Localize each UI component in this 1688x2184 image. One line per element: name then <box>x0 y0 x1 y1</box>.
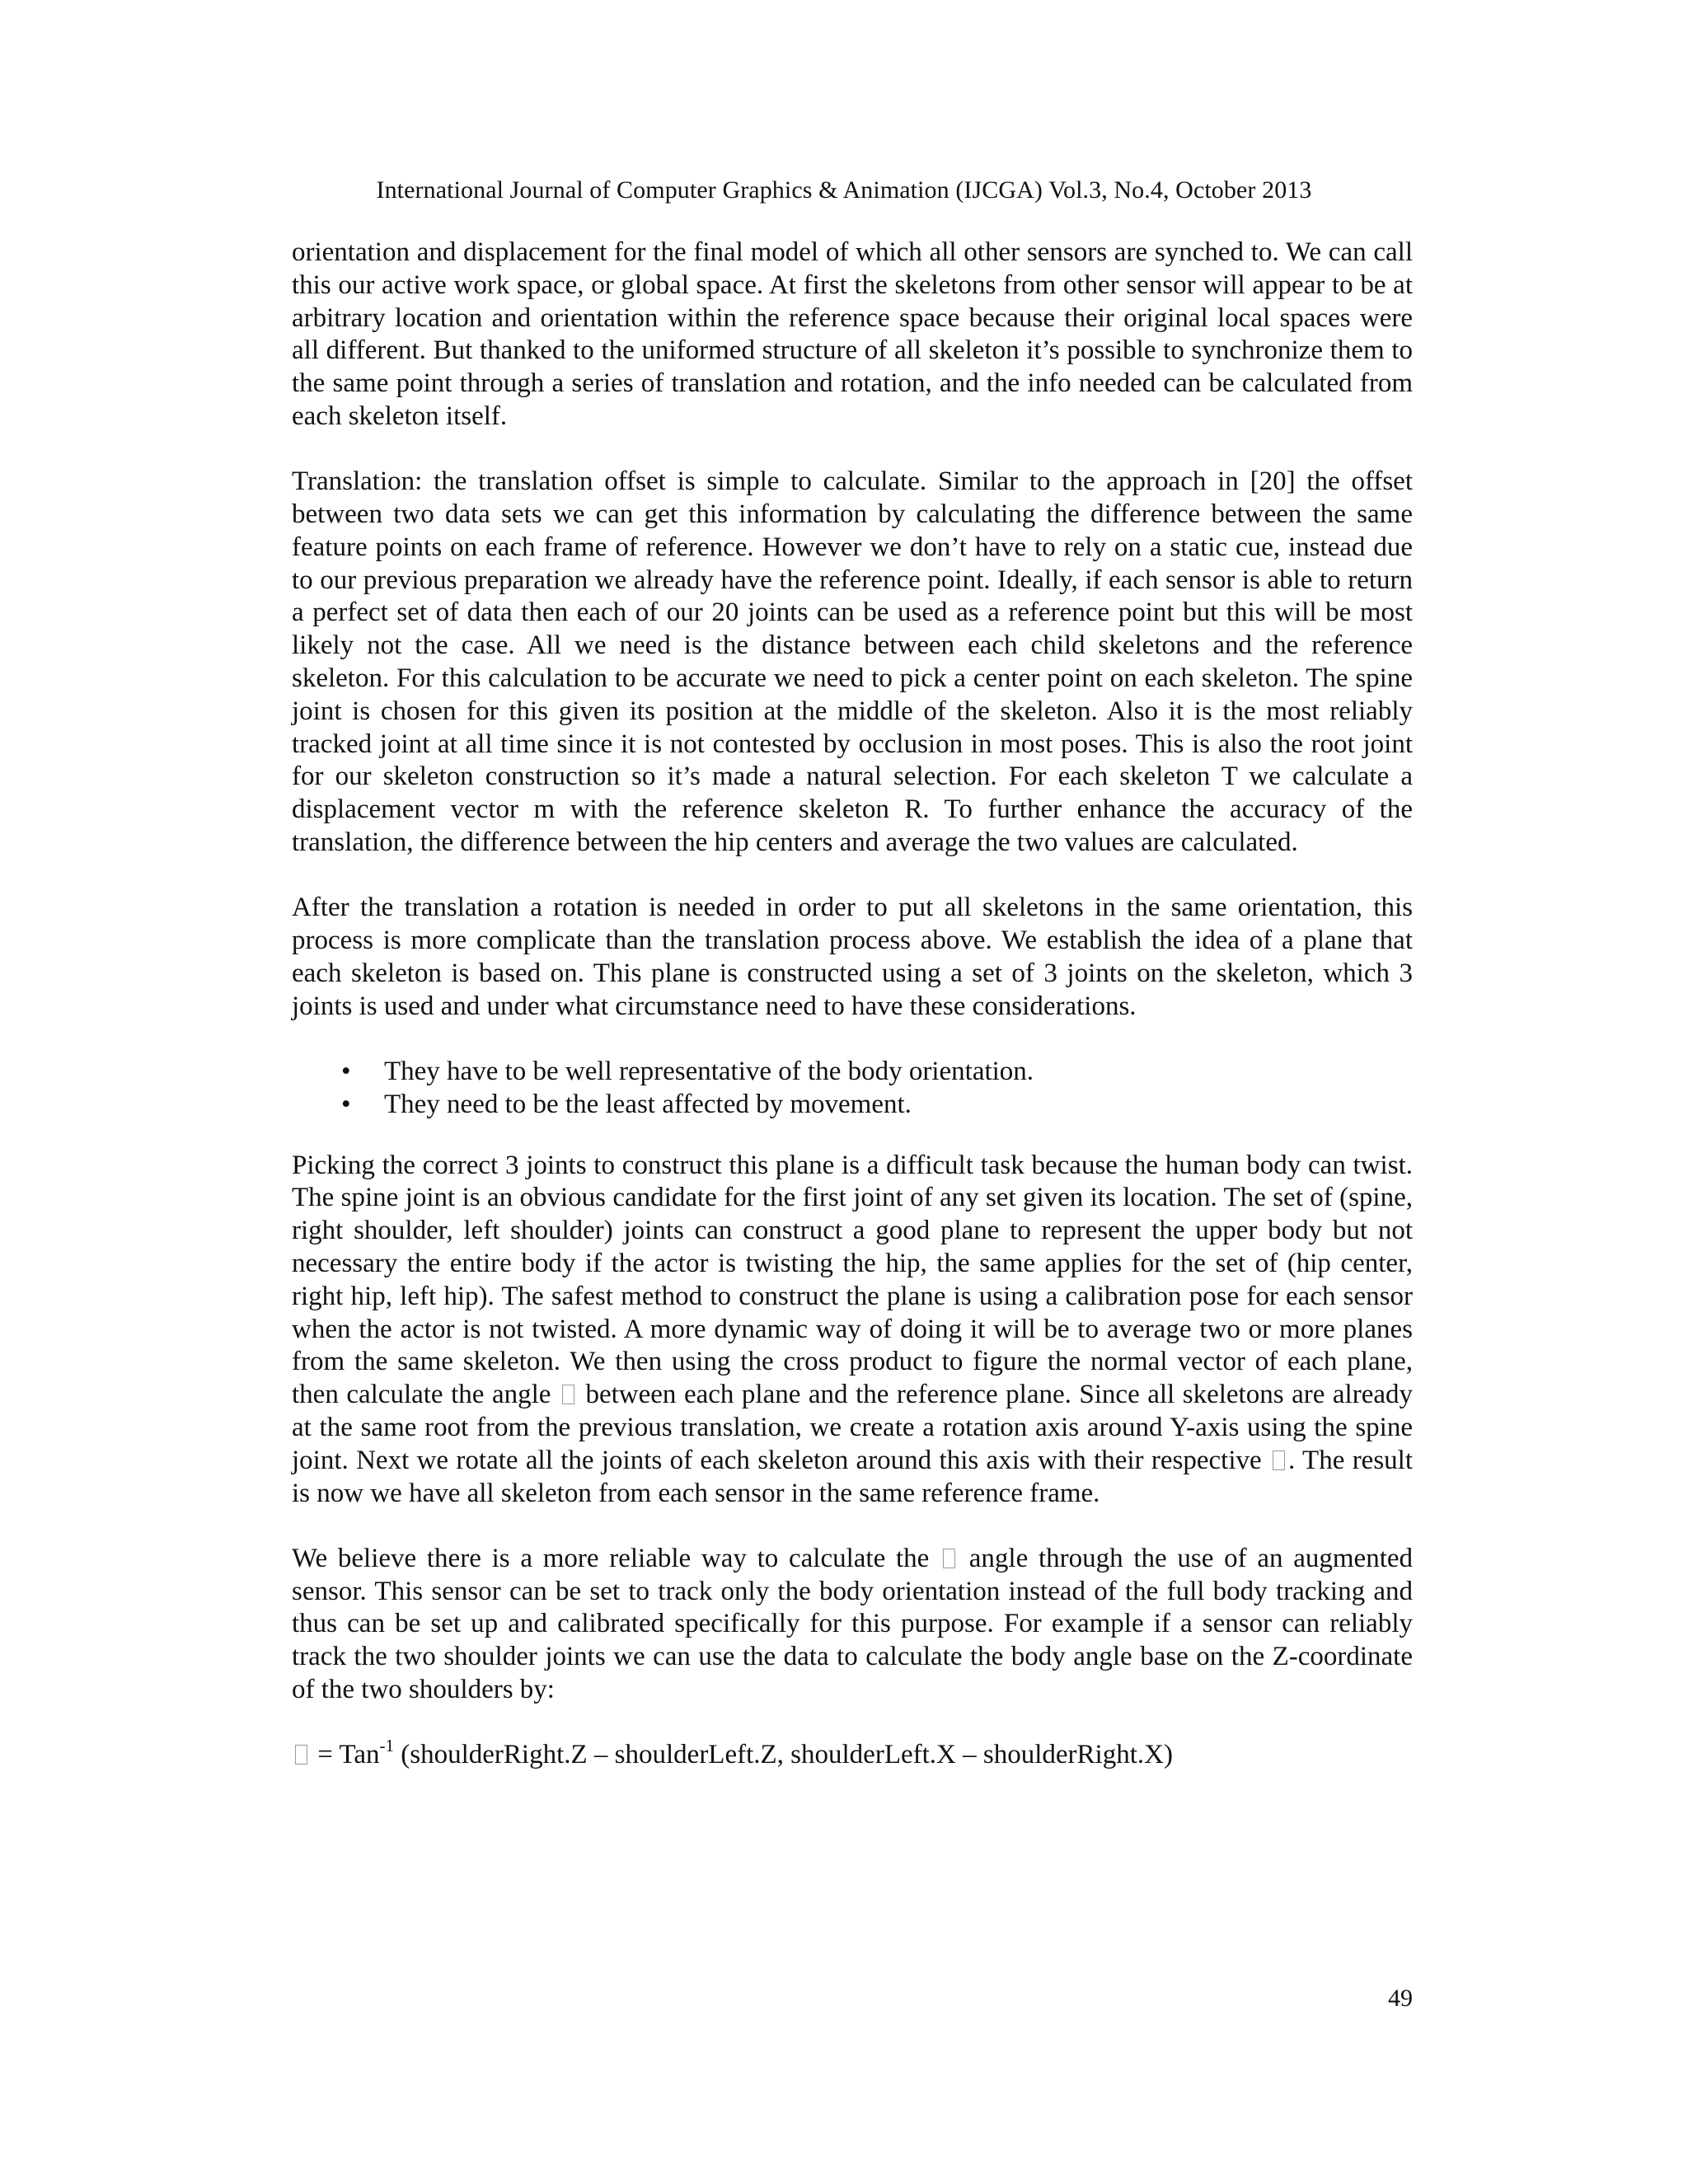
list-item <box>341 1089 1413 1122</box>
paragraph-joint-selection <box>292 1150 1413 1511</box>
list-item-text: They need to be the least affected by movement. <box>384 1089 912 1119</box>
bullet-icon: • <box>341 1089 351 1119</box>
journal-header: International Journal of Computer Graphics & Animation (IJCGA) Vol.3, No.4, October 2013 <box>376 176 1312 204</box>
page-number: 49 <box>1388 1985 1413 2012</box>
considerations-list <box>292 1056 1413 1122</box>
equation-lhs: = Tan <box>317 1740 380 1770</box>
article-body <box>292 237 1413 1772</box>
missing-glyph-icon <box>562 1385 574 1404</box>
list-item <box>341 1056 1413 1089</box>
paragraph-rotation: After the translation a rotation is needed in order to put all skeletons in the same orientation, this process is more complicate than the translation process above. We establish the idea of a plane that each skeleton is based on. This plane is constructed using a set of 3 joints on the skeleton, which 3 joints is used and under what circumstance need to have these considerations. <box>292 893 1413 1021</box>
missing-glyph-icon <box>295 1745 307 1765</box>
paragraph-text: angle through the use of an augmented sensor. This sensor can be set to track only the body orientation instead of the full body tracking and thus can be set up and calibrated specifically for this purpose. For example if a sensor can reliably track the two shoulder joints we can use the data to calculate the body angle base on the Z-coordinate of the two shoulders by: <box>292 1543 1414 1705</box>
paragraph-text: between each plane and the reference plane. Since all skeletons are already at the same root from the previous translation, we create a rotation axis around Y-axis using the spine joint. Next we rotate all the joints of each skeleton around this axis with their respective <box>292 1380 1414 1475</box>
equation-exponent: -1 <box>379 1736 395 1756</box>
equation-rhs: (shoulderRight.Z – shoulderLeft.Z, shoulderLeft.X – shoulderRight.X) <box>401 1740 1173 1770</box>
missing-glyph-icon <box>943 1549 955 1568</box>
bullet-icon: • <box>341 1057 351 1087</box>
list-item-text: They have to be well representative of the body orientation. <box>384 1057 1034 1087</box>
angle-equation <box>292 1736 1413 1772</box>
missing-glyph-icon <box>1273 1451 1285 1470</box>
paragraph-translation: Translation: the translation offset is simple to calculate. Similar to the approach in [20] the offset between two data sets we can get this information by calculating the difference between the same feature points on each frame of reference. However we don’t have to rely on a static cue, instead due to our previous preparation we already have the reference point. Ideally, if each sensor is able to return a perfect set of data then each of our 20 joints can be used as a reference point but this will be most likely not the case. All we need is the distance between each child skeletons and the reference skeleton. For this calculation to be accurate we need to pick a center point on each skeleton. The spine joint is chosen for this given its position at the middle of the skeleton. Also it is the most reliably tracked joint at all time since it is not contested by occlusion in most poses. This is also the root joint for our skeleton construction so it’s made a natural selection. For each skeleton T we calculate a displacement vector m with the reference skeleton R. To further enhance the accuracy of the translation, the difference between the hip centers and average the two values are calculated. <box>292 466 1413 858</box>
paragraph-text: Picking the correct 3 joints to construct this plane is a difficult task because the human body can twist. The spine joint is an obvious candidate for the first joint of any set given its location. The set of (spine, right shoulder, left shoulder) joints can construct a good plane to represent the upper body but not necessary the entire body if the actor is twisting the hip, the same applies for the set of (hip center, right hip, left hip). The safest method to construct the plane is using a calibration pose for each sensor when the actor is not twisted. A more dynamic way of doing it will be to average two or more planes from the same skeleton. We then using the cross product to figure the normal vector of each plane, then calculate the angle <box>292 1150 1413 1410</box>
paragraph-text: . The result is now we have all skeleton from each sensor in the same reference frame. <box>292 1445 1414 1508</box>
paragraph-augmented-sensor <box>292 1543 1413 1707</box>
paragraph-text: We believe there is a more reliable way to calculate the <box>292 1543 930 1573</box>
paragraph-1: orientation and displacement for the final model of which all other sensors are synched to. We can call this our active work space, or global space. At first the skeletons from other sensor will appear to be at arbitrary location and orientation within the reference space because their original local spaces were all different. But thanked to the uniformed structure of all skeleton it’s possible to synchronize them to the same point through a series of translation and rotation, and the info needed can be calculated from each skeleton itself. <box>292 237 1413 431</box>
